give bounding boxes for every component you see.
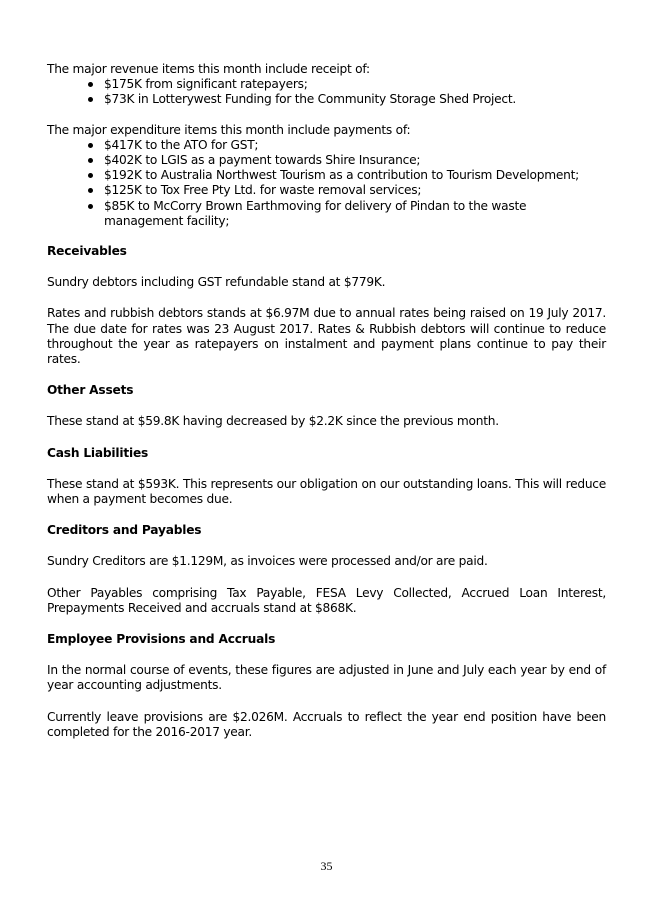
employee-provisions-heading: Employee Provisions and Accruals — [47, 632, 276, 647]
revenue-list — [47, 77, 606, 107]
list-item: $192K to Australia Northwest Tourism as a contribution to Tourism Development; — [47, 168, 606, 183]
list-item: $125K to Tox Free Pty Ltd. for waste removal services; — [47, 183, 606, 198]
creditors-paragraph: Sundry Creditors are $1.129M, as invoices were processed and/or are paid. — [47, 554, 488, 569]
employee-provisions-paragraph: Currently leave provisions are $2.026M. Accruals to reflect the year end position have been completed for the 2016-2017 year. — [47, 709, 606, 739]
list-item: $417K to the ATO for GST; — [47, 138, 606, 153]
employee-provisions-paragraph: In the normal course of events, these figures are adjusted in June and July each year by end of year accounting adjustments. — [47, 663, 606, 693]
other-assets-heading: Other Assets — [47, 383, 134, 398]
page-number: 35 — [320, 859, 333, 873]
creditors-heading: Creditors and Payables — [47, 523, 202, 538]
list-item: $73K in Lotterywest Funding for the Community Storage Shed Project. — [47, 92, 606, 107]
list-item: $85K to McCorry Brown Earthmoving for delivery of Pindan to the waste management facility; — [47, 199, 606, 229]
expenditure-list — [47, 138, 606, 229]
expenditure-intro: The major expenditure items this month include payments of: — [47, 122, 411, 137]
receivables-paragraph: Rates and rubbish debtors stands at $6.97M due to annual rates being raised on 19 July 2017. The due date for rates was 23 August 2017. Rates & Rubbish debtors will continue to reduce throughout the year as ratepayers on instalment and payment plans continue to pay their rates. — [47, 306, 606, 367]
receivables-heading: Receivables — [47, 244, 127, 259]
receivables-paragraph: Sundry debtors including GST refundable stand at $779K. — [47, 275, 386, 290]
revenue-intro: The major revenue items this month include receipt of: — [47, 62, 370, 76]
other-assets-paragraph: These stand at $59.8K having decreased by $2.2K since the previous month. — [47, 414, 499, 429]
cash-liabilities-heading: Cash Liabilities — [47, 445, 149, 460]
list-item: $175K from significant ratepayers; — [47, 77, 606, 92]
cash-liabilities-paragraph: These stand at $593K. This represents our obligation on our outstanding loans. This will reduce when a payment becomes due. — [47, 476, 606, 507]
page-content — [47, 62, 606, 740]
list-item: $402K to LGIS as a payment towards Shire Insurance; — [47, 153, 606, 168]
creditors-paragraph: Other Payables comprising Tax Payable, FESA Levy Collected, Accrued Loan Interest, Prepayments Received and accruals stand at $868K. — [47, 585, 606, 615]
